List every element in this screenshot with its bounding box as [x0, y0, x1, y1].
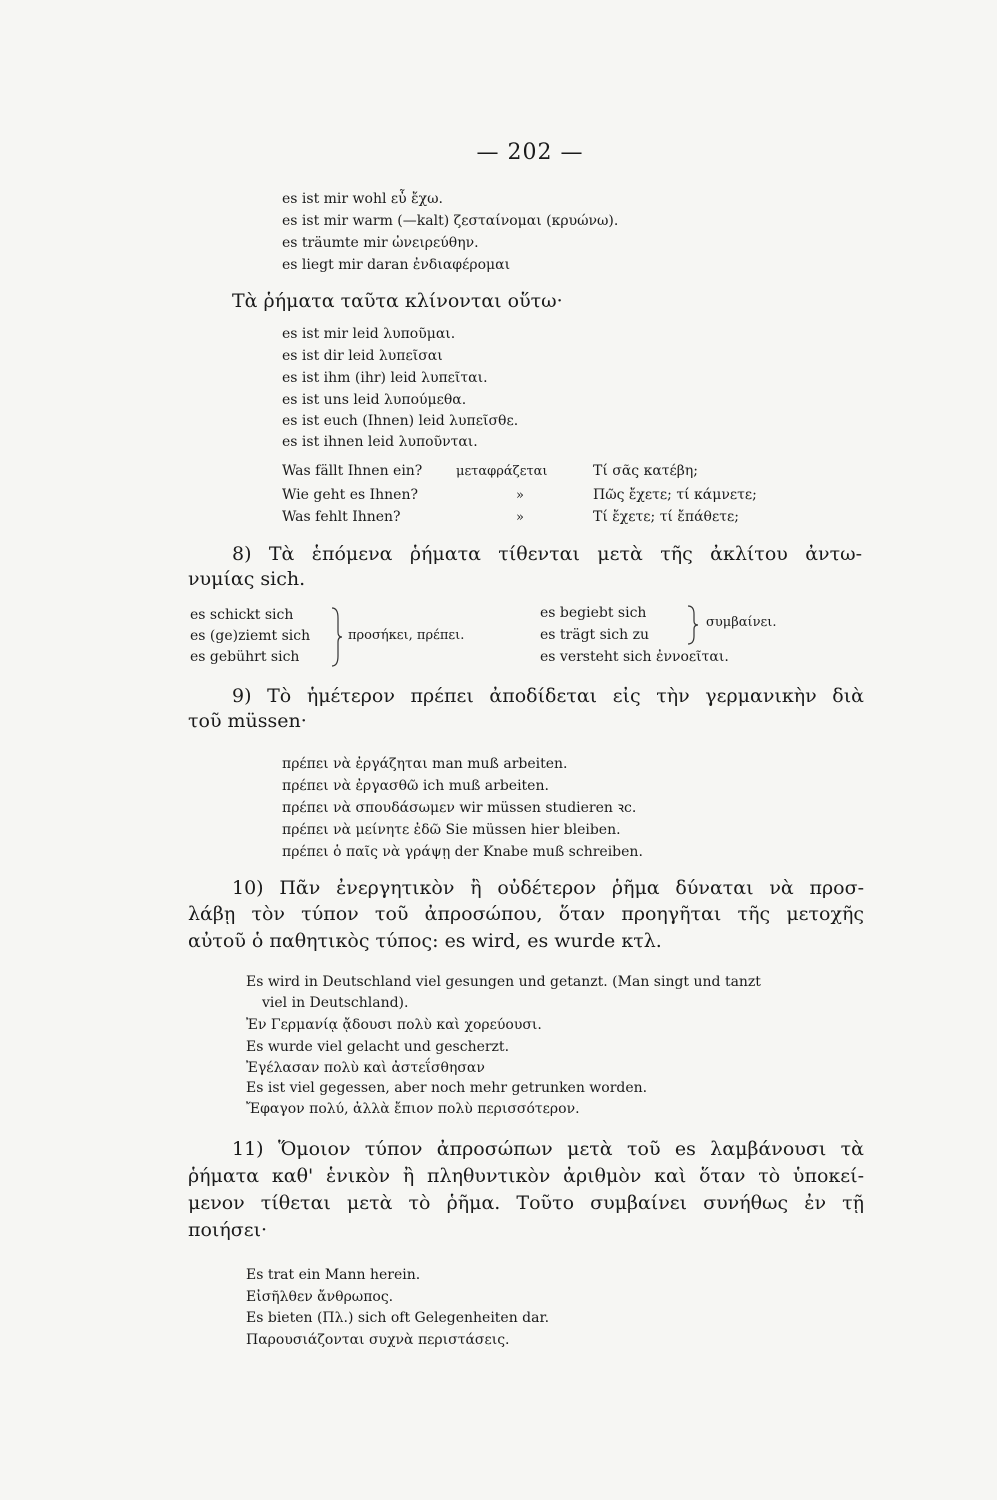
example-line: Es wird in Deutschland viel gesungen und getanzt. (Man singt und tanzt [246, 974, 761, 990]
question-gr: Τί σᾶς κατέβη; [593, 463, 698, 479]
question-gr: Τί ἔχετε; τί ἔπάθετε; [593, 509, 739, 525]
example-line: es liegt mir daran ἐνδιαφέρομαι [282, 257, 511, 273]
question-mid: » [516, 488, 524, 503]
heading-conjugation: Τὰ ῥήματα ταῦτα κλίνονται οὕτω· [232, 290, 563, 312]
question-mid: » [516, 510, 524, 525]
sich-right-item: es versteht sich ἐννοεῖται. [540, 649, 729, 665]
example-line: Es bieten (Πλ.) sich oft Gelegenheiten dar. [246, 1310, 550, 1326]
example-line: πρέπει ὁ παῖς νὰ γράψῃ der Knabe muß schreiben. [282, 844, 643, 860]
question-de: Was fehlt Ihnen? [282, 509, 401, 525]
question-gr: Πῶς ἔχετε; τί κάμνετε; [593, 487, 757, 503]
sich-right-item: es begiebt sich [540, 605, 647, 621]
conjugation-line: es ist dir leid λυπεῖσαι [282, 348, 443, 364]
example-line: Ἔφαγον πολύ, ἀλλὰ ἔπιον πολὺ περισσότερον. [246, 1101, 580, 1117]
example-line: Εἰσῆλθεν ἄνθρωπος. [246, 1289, 394, 1305]
example-line: Es wurde viel gelacht und gescherzt. [246, 1039, 510, 1055]
sich-right-item: es trägt sich zu [540, 627, 649, 643]
example-line: πρέπει νὰ ἐργασθῶ ich muß arbeiten. [282, 778, 549, 794]
example-line: Es ist viel gegessen, aber noch mehr getrunken worden. [246, 1080, 648, 1096]
question-de: Wie geht es Ihnen? [282, 487, 418, 503]
example-line: Παρουσιάζονται συχνὰ περιστάσεις. [246, 1332, 510, 1348]
example-line: πρέπει νὰ μείνητε ἐδῶ Sie müssen hier bleiben. [282, 822, 621, 838]
section-11-line: μενον τίθεται μετὰ τὸ ῥῆμα. Τοῦτο συμβαίνει συνήθως ἐν τῇ [188, 1192, 864, 1214]
section-10-line: 10) Πᾶν ἐνεργητικὸν ἢ οὐδέτερον ῥῆμα δύναται νὰ προσ- [232, 877, 864, 899]
page-number: — 202 — [476, 140, 584, 165]
sich-left-greek: προσήκει, πρέπει. [348, 628, 465, 643]
example-line: es ist mir wohl εὖ ἔχω. [282, 191, 443, 207]
question-de: Was fällt Ihnen ein? [282, 463, 423, 479]
sich-left-item: es gebührt sich [190, 649, 300, 665]
example-line: Es trat ein Mann herein. [246, 1267, 421, 1283]
section-11-line: 11) Ὅμοιον τύπον ἀπροσώπων μετὰ τοῦ es λαμβάνουσι τὰ [232, 1138, 864, 1160]
conjugation-line: es ist mir leid λυποῦμαι. [282, 326, 456, 342]
left-brace-path [332, 608, 342, 666]
example-line: πρέπει νὰ σπουδάσωμεν wir müssen studieren ꝛc. [282, 800, 637, 816]
example-line: viel in Deutschland). [262, 995, 409, 1011]
section-9-line: τοῦ müssen· [188, 710, 307, 732]
left-brace [330, 606, 344, 668]
section-10-line: αὐτοῦ ὁ παθητικὸς τύπος: es wird, es wurde κτλ. [188, 930, 662, 952]
conjugation-line: es ist ihm (ihr) leid λυπεῖται. [282, 370, 488, 386]
section-11-line: ποιήσει· [188, 1219, 268, 1241]
example-line: es ist mir warm (—kalt) ζεσταίνομαι (κρυώνω). [282, 213, 619, 229]
example-line: Ἐν Γερμανίᾳ ᾄδουσι πολὺ καὶ χορεύουσι. [246, 1017, 542, 1033]
example-line: Ἐγέλασαν πολὺ καὶ ἀστεΐσθησαν [246, 1060, 485, 1076]
question-mid: μεταφράζεται [456, 464, 548, 479]
sich-right-greek: συμβαίνει. [706, 615, 777, 630]
section-9-line: 9) Τὸ ἡμέτερον πρέπει ἀποδίδεται εἰς τὴν γερμανικὴν διὰ [232, 685, 864, 707]
sich-left-item: es schickt sich [190, 607, 294, 623]
example-line: πρέπει νὰ ἐργάζηται man muß arbeiten. [282, 756, 568, 772]
right-brace-path [688, 606, 698, 644]
section-10-line: λάβῃ τὸν τύπον τοῦ ἀπροσώπου, ὅταν προηγῆται τῆς μετοχῆς [188, 903, 864, 925]
section-8-line: νυμίας sich. [188, 568, 306, 590]
section-11-line: ῥήματα καθ' ἑνικὸν ἢ πληθυντικὸν ἀριθμὸν καὶ ὅταν τὸ ὑποκεί- [188, 1165, 864, 1187]
example-line: es träumte mir ὠνειρεύθην. [282, 235, 479, 251]
conjugation-line: es ist uns leid λυπούμεθα. [282, 392, 467, 408]
section-8-line: 8) Τὰ ἑπόμενα ῥήματα τίθενται μετὰ τῆς ἀκλίτου ἀντω- [232, 543, 862, 565]
right-brace [686, 604, 700, 646]
sich-left-item: es (ge)ziemt sich [190, 628, 311, 644]
conjugation-line: es ist ihnen leid λυποῦνται. [282, 434, 478, 450]
conjugation-line: es ist euch (Ihnen) leid λυπεῖσθε. [282, 413, 519, 429]
